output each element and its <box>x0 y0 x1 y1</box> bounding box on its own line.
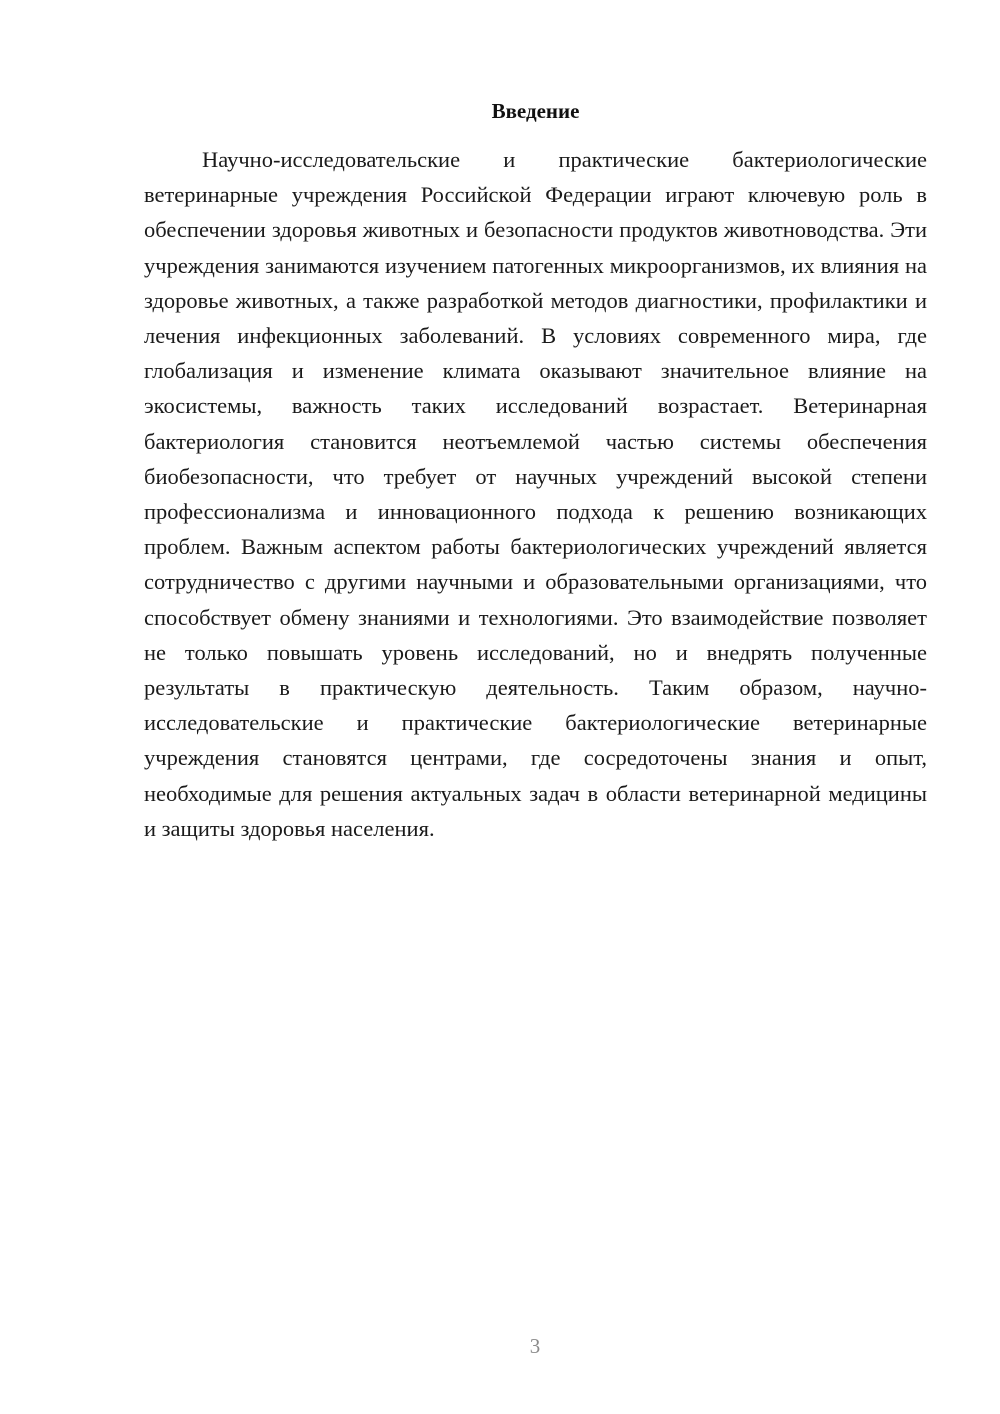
page-number: 3 <box>529 1334 541 1358</box>
introduction-paragraph: Научно-исследовательские и практические бактериологические ветеринарные учреждения Российской Федерации играют ключевую роль в обеспечении здоровья животных и безопасности продуктов животноводства. Эти учреждения занимаются изучением патогенных микроорганизмов, их влияния на здоровье животных, а также разработкой методов диагностики, профилактики и лечения инфекционных заболеваний. В условиях современного мира, где глобализация и изменение климата оказывают значительное влияние на экосистемы, важность таких исследований возрастает. Ветеринарная бактериология становится неотъемлемой частью системы обеспечения биобезопасности, что требует от научных учреждений высокой степени профессионализма и инновационного подхода к решению возникающих проблем. Важным аспектом работы бактериологических учреждений является сотрудничество с другими научными и образовательными организациями, что способствует обмену знаниями и технологиями. Это взаимодействие позволяет не только повышать уровень исследований, но и внедрять полученные результаты в практическую деятельность. Таким образом, научно-исследовательские и практические бактериологические ветеринарные учреждения становятся центрами, где сосредоточены знания и опыт, необходимые для решения актуальных задач в области ветеринарной медицины и защиты здоровья населения. <box>144 147 927 841</box>
section-heading: Введение <box>491 99 580 123</box>
